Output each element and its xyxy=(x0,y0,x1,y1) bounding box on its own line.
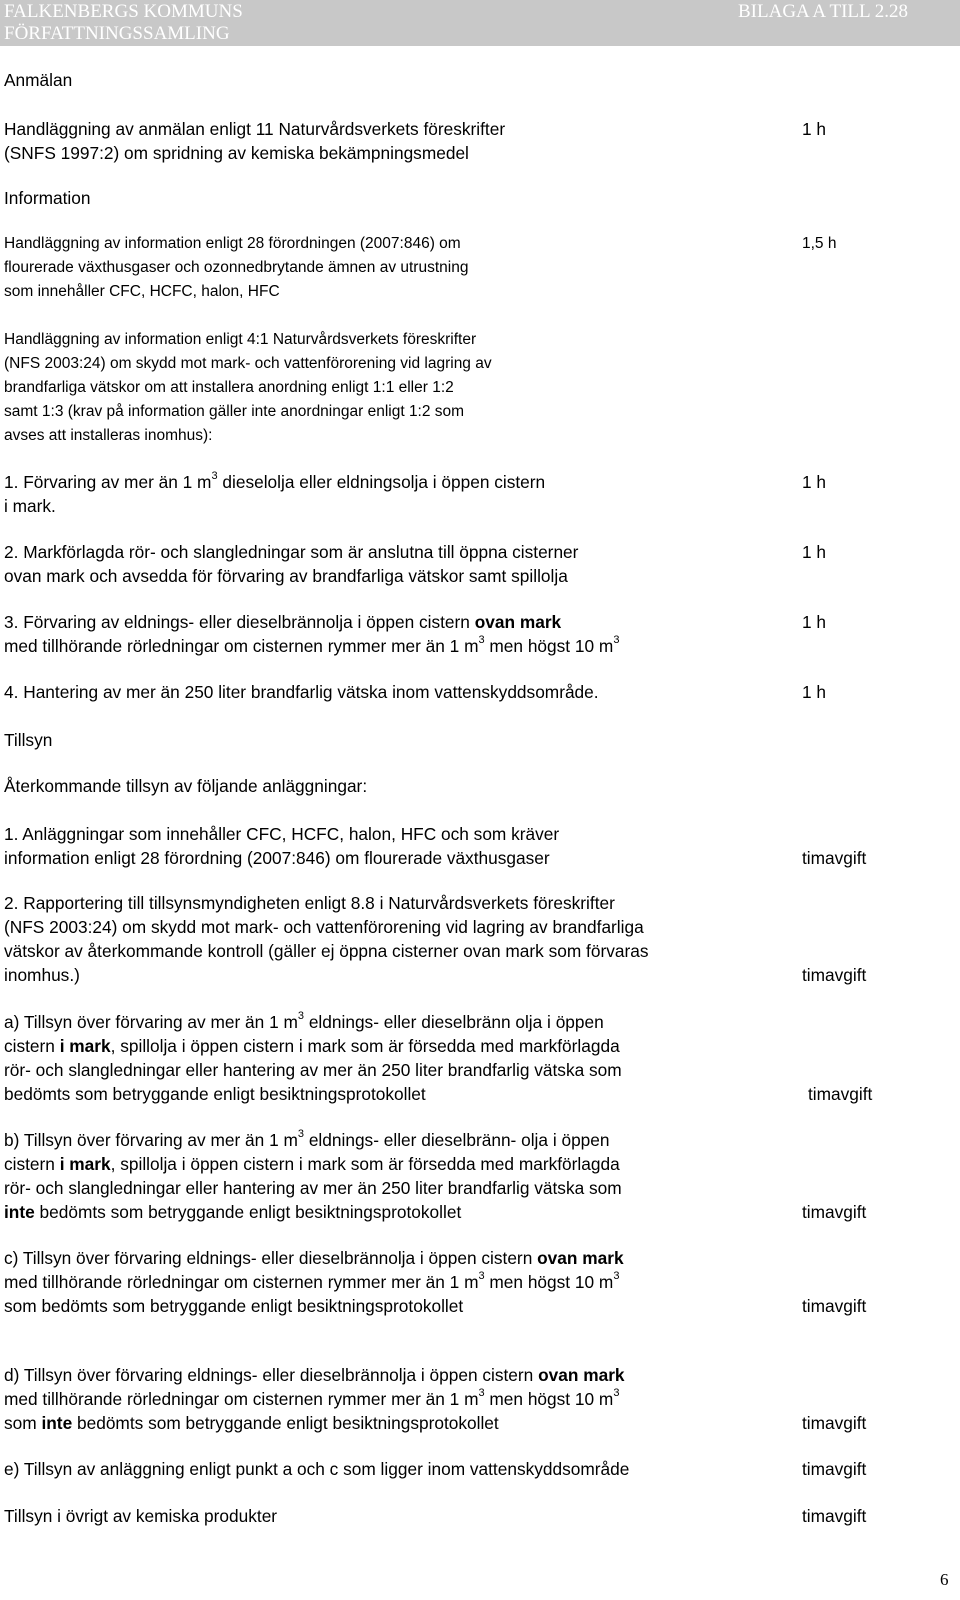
superscript: 3 xyxy=(613,1387,620,1400)
page-number: 6 xyxy=(940,1570,949,1589)
tillsyn-text-line: inte bedömts som betryggande enligt besiktningsprotokollet xyxy=(4,1202,462,1222)
fee-value: timavgift xyxy=(802,1506,867,1526)
fee-value: timavgift xyxy=(802,1202,867,1222)
time-value: 1 h xyxy=(802,472,827,492)
municipality-name: FALKENBERGS KOMMUNS xyxy=(4,1,243,22)
tillsyn-text-line: c) Tillsyn över förvaring eldnings- eller dieselbrännolja i öppen cistern ovan mark xyxy=(4,1248,624,1268)
information-text-line: samt 1:3 (krav på information gäller inte anordningar enligt 1:2 som xyxy=(4,403,465,420)
section-heading-information: Information xyxy=(4,188,91,208)
fee-value: timavgift xyxy=(802,1413,867,1433)
tillsyn-text-line: rör- och slangledningar eller hantering av mer än 250 liter brandfarlig vätska som xyxy=(4,1060,622,1080)
fee-value: timavgift xyxy=(802,1296,867,1316)
tillsyn-text-line: 2. Rapportering till tillsynsmyndigheten enligt 8.8 i Naturvårdsverkets föreskrifter xyxy=(4,893,615,913)
tillsyn-text-line: med tillhörande rörledningar om cisternen rymmer mer än 1 $m^3$ men högst 10 $m^3$ xyxy=(4,1270,620,1292)
information-subitem-line: 2. Markförlagda rör- och slangledningar som är anslutna till öppna cisterner xyxy=(4,542,579,562)
tillsyn-text-line: som bedömts som betryggande enligt besiktningsprotokollet xyxy=(4,1296,464,1316)
superscript: 3 xyxy=(478,1270,485,1283)
tillsyn-text-line: med tillhörande rörledningar om cisternen rymmer mer än 1 $m^3$ men högst 10 $m^3$ xyxy=(4,1387,620,1409)
tillsyn-text-line: b) Tillsyn över förvaring av mer än 1 $m^3$ eldnings- eller dieselbränn- olja i öppen xyxy=(4,1128,610,1150)
collection-name: FÖRFATTNINGSSAMLING xyxy=(4,23,230,44)
superscript: 3 xyxy=(478,1387,485,1400)
anmalan-text-line: (SNFS 1997:2) om spridning av kemiska bekämpningsmedel xyxy=(4,143,469,163)
time-value: 1 h xyxy=(802,542,827,562)
superscript: 3 xyxy=(297,1010,305,1023)
time-value: 1 h xyxy=(802,119,827,139)
information-subitem-line: 4. Hantering av mer än 250 liter brandfarlig vätska inom vattenskyddsområde. xyxy=(4,682,599,702)
tillsyn-text-line: inomhus.) xyxy=(4,965,80,985)
fee-value: timavgift xyxy=(808,1084,873,1104)
time-value: 1 h xyxy=(802,682,827,702)
fee-value: timavgift xyxy=(802,848,867,868)
tillsyn-text-line: e) Tillsyn av anläggning enligt punkt a och c som ligger inom vattenskyddsområde xyxy=(4,1459,630,1479)
fee-value: timavgift xyxy=(802,965,867,985)
time-value: 1,5 h xyxy=(802,235,837,252)
fee-value: timavgift xyxy=(802,1459,867,1479)
appendix-label: BILAGA A TILL 2.28 xyxy=(738,1,908,22)
tillsyn-text-line: som inte bedömts som betryggande enligt besiktningsprotokollet xyxy=(4,1413,499,1433)
tillsyn-text-line: 1. Anläggningar som innehåller CFC, HCFC, halon, HFC och som kräver xyxy=(4,824,560,844)
information-text-line: Handläggning av information enligt 4:1 Naturvårdsverkets föreskrifter xyxy=(4,331,477,348)
information-subitem-line: 3. Förvaring av eldnings- eller dieselbrännolja i öppen cistern ovan mark xyxy=(4,612,562,632)
information-text-line: som innehåller CFC, HCFC, halon, HFC xyxy=(4,283,280,300)
information-subitem-line: i mark. xyxy=(4,496,56,516)
information-text-line: Handläggning av information enligt 28 förordningen (2007:846) om xyxy=(4,235,461,252)
section-heading-anmalan: Anmälan xyxy=(4,70,73,90)
information-subitem-line: med tillhörande rörledningar om cisternen rymmer mer än 1 $m^3$ men högst 10 $m^3$ xyxy=(4,634,620,656)
tillsyn-text-line: a) Tillsyn över förvaring av mer än 1 $m^3$ eldnings- eller dieselbränn olja i öppen xyxy=(4,1010,604,1032)
tillsyn-text-line: (NFS 2003:24) om skydd mot mark- och vattenförorening vid lagring av brandfarliga xyxy=(4,917,644,937)
superscript: 3 xyxy=(211,470,218,483)
superscript: 3 xyxy=(613,634,620,647)
superscript: 3 xyxy=(478,634,485,647)
tillsyn-text-line: d) Tillsyn över förvaring eldnings- eller dieselbrännolja i öppen cistern ovan mark xyxy=(4,1365,625,1385)
document-header xyxy=(0,0,960,46)
information-text-line: (NFS 2003:24) om skydd mot mark- och vattenförorening vid lagring av xyxy=(4,355,492,372)
tillsyn-text-line: rör- och slangledningar eller hantering av mer än 250 liter brandfarlig vätska som xyxy=(4,1178,622,1198)
information-text-line: flourerade växthusgaser och ozonnedbrytande ämnen av utrustning xyxy=(4,259,469,276)
tillsyn-text-line: information enligt 28 förordning (2007:846) om flourerade växthusgaser xyxy=(4,848,550,868)
anmalan-text-line: Handläggning av anmälan enligt 11 Naturvårdsverkets föreskrifter xyxy=(4,119,506,139)
information-subitem-line: 1. Förvaring av mer än 1 $m^3$ dieselolja eller eldningsolja i öppen cistern xyxy=(4,470,546,492)
superscript: 3 xyxy=(297,1128,305,1141)
superscript: 3 xyxy=(613,1270,620,1283)
tillsyn-text-line: cistern i mark, spillolja i öppen cistern i mark som är försedda med markförlagda xyxy=(4,1154,620,1174)
tillsyn-text-line: Tillsyn i övrigt av kemiska produkter xyxy=(4,1506,278,1526)
tillsyn-subheading: Återkommande tillsyn av följande anläggningar: xyxy=(4,776,368,796)
information-subitem-line: ovan mark och avsedda för förvaring av brandfarliga vätskor samt spillolja xyxy=(4,566,568,586)
tillsyn-text-line: vätskor av återkommande kontroll (gäller ej öppna cisterner ovan mark som förvaras xyxy=(4,941,649,961)
tillsyn-text-line: cistern i mark, spillolja i öppen cistern i mark som är försedda med markförlagda xyxy=(4,1036,620,1056)
section-heading-tillsyn: Tillsyn xyxy=(4,730,53,750)
tillsyn-text-line: bedömts som betryggande enligt besiktningsprotokollet xyxy=(4,1084,426,1104)
information-text-line: brandfarliga vätskor om att installera anordning enligt 1:1 eller 1:2 xyxy=(4,379,454,396)
information-text-line: avses att installeras inomhus): xyxy=(4,427,213,444)
time-value: 1 h xyxy=(802,612,827,632)
